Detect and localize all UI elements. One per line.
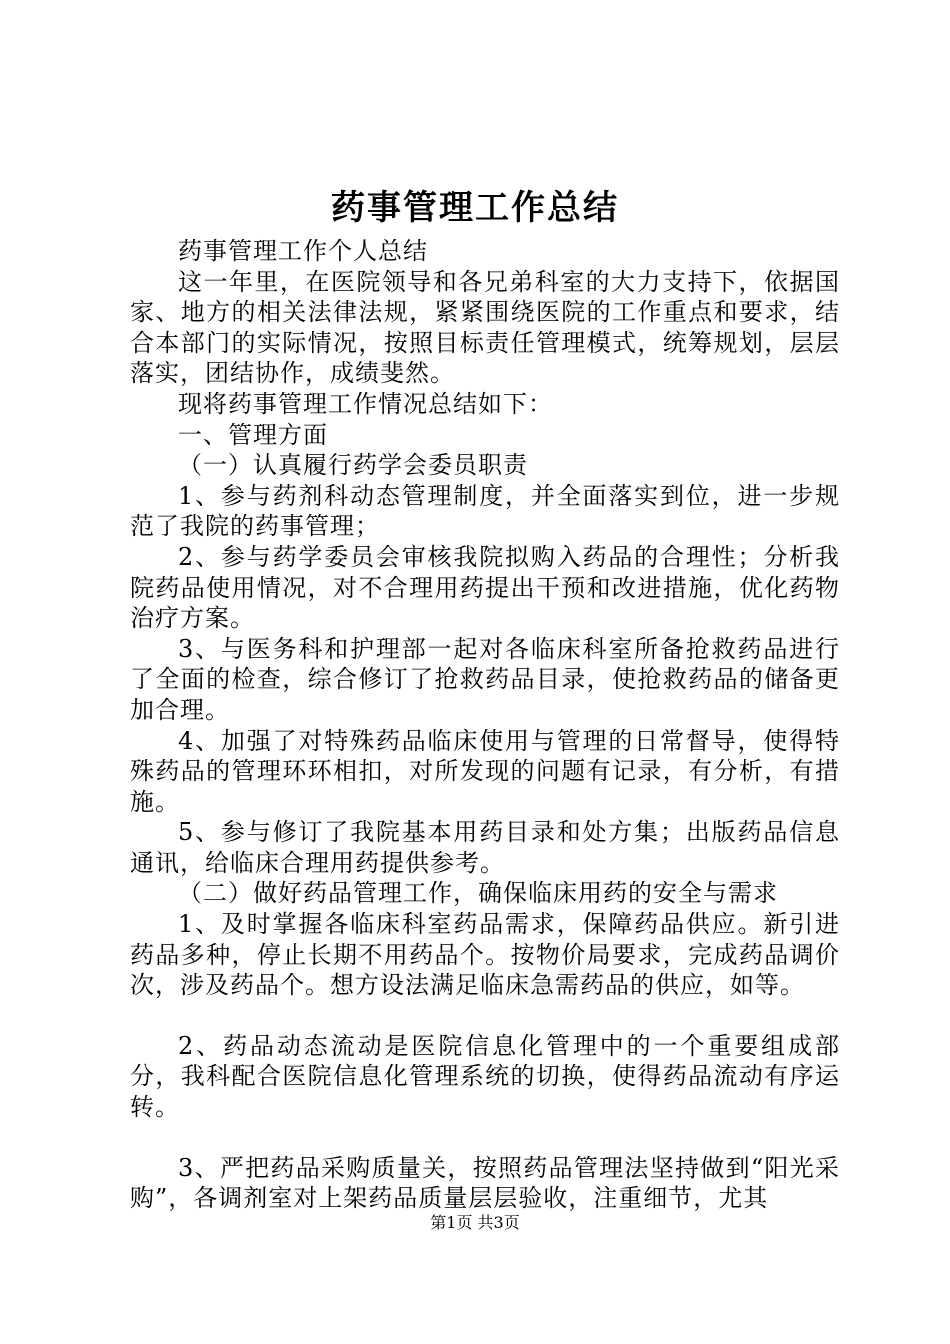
list-paragraph: 1、及时掌握各临床科室药品需求，保障药品供应。新引进药品多种，停止长期不用药品个。按物价局要求，完成药品调价次，涉及药品个。想方设法满足临床急需药品的供应，如等。 (130, 910, 840, 1000)
subtitle-paragraph: 药事管理工作个人总结 (178, 237, 428, 265)
list-paragraph: 4、加强了对特殊药品临床使用与管理的日常督导，使得特殊药品的管理环环相扣，对所发现的问题有记录，有分析，有措施。 (130, 726, 840, 816)
summary-lead-paragraph: 现将药事管理工作情况总结如下： (178, 389, 553, 418)
subsection-heading: （一）认真履行药学会委员职责 (178, 451, 528, 480)
list-paragraph: 1、参与药剂科动态管理制度，并全面落实到位，进一步规范了我院的药事管理； (130, 481, 840, 541)
list-paragraph: 3、严把药品采购质量关，按照药品管理法坚持做到“阳光采购”，各调剂室对上架药品质量层层验收，注重细节，尤其 (130, 1153, 840, 1213)
document-body (130, 236, 840, 1214)
list-paragraph: 2、药品动态流动是医院信息化管理中的一个重要组成部分，我科配合医院信息化管理系统的切换，使得药品流动有序运转。 (130, 1031, 840, 1122)
section-heading: 一、管理方面 (178, 420, 328, 449)
document-title: 药事管理工作总结 (331, 188, 619, 228)
intro-paragraph: 这一年里，在医院领导和各兄弟科室的大力支持下，依据国家、地方的相关法律法规，紧紧围绕医院的工作重点和要求，结合本部门的实际情况，按照目标责任管理模式，统筹规划，层层落实，团结协作，成绩斐然。 (130, 267, 840, 388)
subsection-heading: （二）做好药品管理工作，确保临床用药的安全与需求 (178, 879, 778, 908)
list-paragraph: 5、参与修订了我院基本用药目录和处方集；出版药品信息通讯，给临床合理用药提供参考。 (130, 818, 840, 877)
list-paragraph: 2、参与药学委员会审核我院拟购入药品的合理性；分析我院药品使用情况，对不合理用药提出干预和改进措施，优化药物治疗方案。 (130, 542, 840, 633)
page-footer: 第1页 共3页 (430, 1213, 520, 1232)
list-paragraph: 3、与医务科和护理部一起对各临床科室所备抢救药品进行了全面的检查，综合修订了抢救药品目录，使抢救药品的储备更加合理。 (130, 634, 840, 724)
